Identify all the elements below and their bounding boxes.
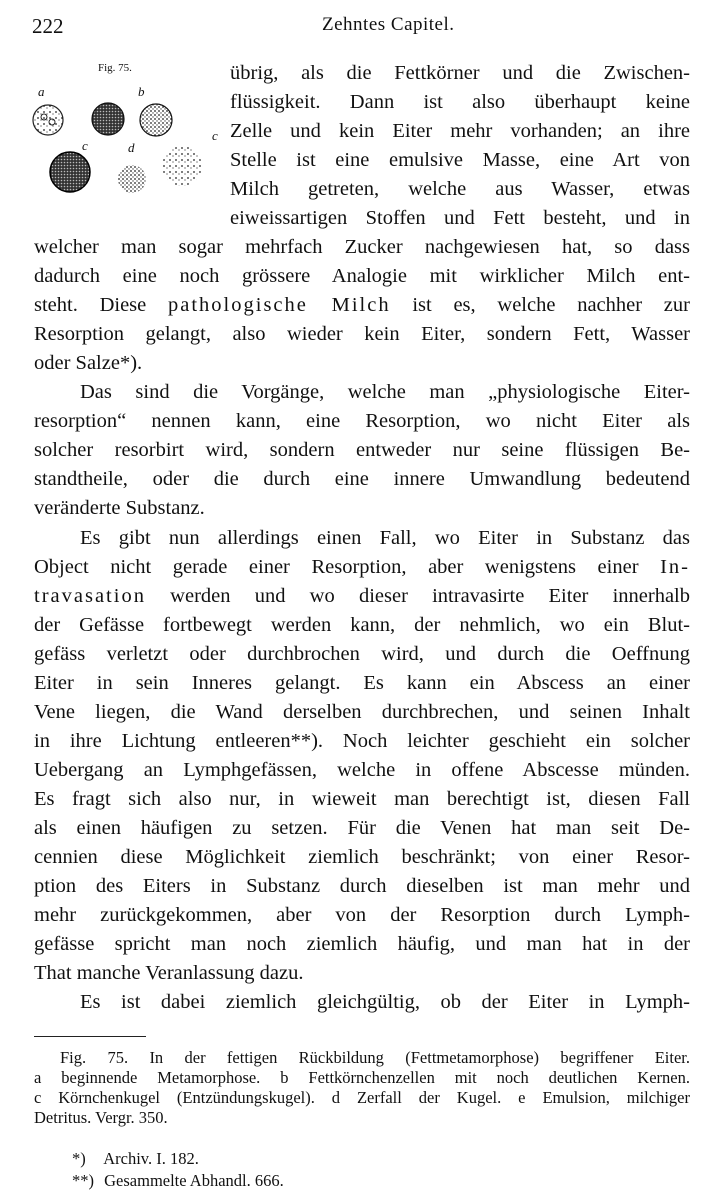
emphasis-spaced: travasation: [34, 585, 146, 607]
text-line: [34, 291, 690, 320]
figure-letter-b: b: [138, 84, 145, 99]
footnote-mark: *): [72, 1149, 86, 1168]
text-line: Es ist dabei ziemlich gleichgültig, ob der Eiter in Lymph-: [80, 991, 690, 1013]
text-line: Resorption gelangt, also wieder kein Eiter, sondern Fett, Wasser: [34, 323, 690, 345]
figure-letter-a: a: [38, 84, 45, 99]
text-line: als einen häufigen zu setzen. Für die Venen hat man seit De-: [34, 817, 690, 839]
footnote-text: Gesammelte Abhandl. 666.: [104, 1171, 284, 1190]
text-line: Uebergang an Lymphgefässen, welche in offene Abscesse münden.: [34, 759, 690, 781]
text-line: Eiter in sein Inneres gelangt. Es kann ein Abscess an einer: [34, 672, 690, 694]
text-line: ption des Eiters in Substanz durch dieselben ist man mehr und: [34, 875, 690, 897]
paragraph-3: [34, 524, 690, 988]
footnote: [72, 1148, 284, 1170]
running-title: Zehntes Capitel.: [322, 14, 455, 35]
figure-letter-c: c: [82, 138, 88, 153]
emphasis-spaced: In-: [660, 556, 690, 578]
caption-line: c Körnchenkugel (Entzündungskugel). d Zerfall der Kugel. e Emulsion, milchiger: [34, 1088, 690, 1107]
text-segment: Object nicht gerade einer Resorption, aber wenigstens einer: [34, 556, 639, 578]
text-line: der Gefässe fortbewegt werden kann, der nehmlich, wo ein Blut-: [34, 614, 690, 636]
text-line: gefäss verletzt oder durchbrochen wird, und durch die Oeffnung: [34, 643, 690, 665]
footnote: [72, 1170, 284, 1192]
text-line: cennien diese Möglichkeit ziemlich beschränkt; von einer Resor-: [34, 846, 690, 868]
text-line: Vene liegen, die Wand derselben durchbrechen, und seinen Inhalt: [34, 701, 690, 723]
footnote-mark: **): [72, 1171, 94, 1190]
footnotes: [72, 1148, 284, 1192]
page-number: 222: [32, 14, 64, 38]
paragraph-2: [34, 378, 690, 523]
figure-label: Fig. 75.: [98, 62, 132, 74]
text-line: in ihre Lichtung entleeren**). Noch leichter geschieht ein solcher: [34, 730, 690, 752]
text-line: flüssigkeit. Dann ist also überhaupt keine: [230, 91, 690, 113]
figure-caption: [34, 1048, 690, 1128]
paragraph-4: [34, 988, 690, 1017]
text-line: That manche Veranlassung dazu.: [34, 962, 304, 984]
caption-line: a beginnende Metamorphose. b Fettkörnchenzellen mit noch deutlichen Kernen.: [34, 1068, 690, 1087]
text-line: [34, 553, 690, 582]
paragraph-1-continued: [34, 233, 690, 378]
emphasis-spaced: pathologische Milch: [168, 294, 391, 316]
text-line: gefässe spricht man noch ziemlich häufig, und man hat in der: [34, 933, 690, 955]
text-line: eiweissartigen Stoffen und Fett besteht, und in: [230, 207, 690, 229]
text-line: solcher resorbirt wird, sondern entweder nur seine flüssigen Be-: [34, 439, 690, 461]
text-line: dadurch eine noch grössere Analogie mit wirklicher Milch ent-: [34, 265, 690, 287]
text-line: welcher man sogar mehrfach Zucker nachgewiesen hat, so dass: [34, 236, 690, 258]
text-line: standtheile, oder die durch eine innere Umwandlung bedeutend: [34, 468, 690, 490]
text-line: Zelle und kein Eiter mehr vorhanden; an ihre: [230, 120, 690, 142]
text-line: Milch getreten, welche aus Wasser, etwas: [230, 178, 690, 200]
footnote-divider: [34, 1036, 146, 1037]
text-line: übrig, als die Fettkörner und die Zwischen-: [230, 62, 690, 84]
text-segment: ist es, welche nachher zur: [412, 294, 690, 316]
text-segment: steht. Diese: [34, 294, 147, 316]
text-line: Stelle ist eine emulsive Masse, eine Art von: [230, 149, 690, 171]
footnote-text: Archiv. I. 182.: [103, 1149, 199, 1168]
caption-line: Detritus. Vergr. 350.: [34, 1108, 168, 1127]
text-line: Es gibt nun allerdings einen Fall, wo Eiter in Substanz das: [80, 527, 690, 549]
figure-letter-d: d: [128, 140, 135, 155]
figure-letter-c-second: c: [212, 128, 218, 143]
text-beside-figure: [34, 59, 690, 233]
text-line: Das sind die Vorgänge, welche man „physiologische Eiter-: [80, 381, 690, 403]
text-segment: werden und wo dieser intravasirte Eiter innerhalb: [170, 585, 690, 607]
caption-line: Fig. 75. In der fettigen Rückbildung (Fettmetamorphose) begriffener Eiter.: [60, 1048, 690, 1067]
text-line: [34, 582, 690, 611]
text-line: resorption“ nennen kann, eine Resorption, wo nicht Eiter als: [34, 410, 690, 432]
text-line: oder Salze*).: [34, 352, 143, 374]
text-line: veränderte Substanz.: [34, 497, 205, 519]
text-line: mehr zurückgekommen, aber von der Resorption durch Lymph-: [34, 904, 690, 926]
page-header: [32, 14, 686, 42]
text-line: Es fragt sich also nur, in wieweit man berechtigt ist, diesen Fall: [34, 788, 690, 810]
